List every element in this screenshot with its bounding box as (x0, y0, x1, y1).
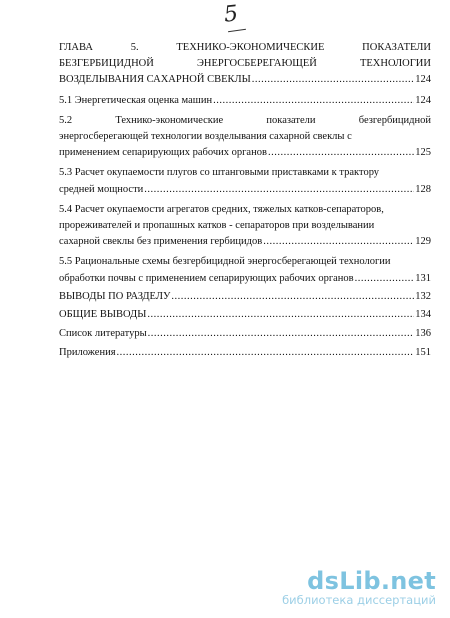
section-title: ВЫВОДЫ ПО РАЗДЕЛУ (59, 290, 171, 302)
toc-section-5-4 (59, 202, 431, 251)
dslib-watermark[interactable] (282, 569, 436, 608)
chapter-word: ТЕХНОЛОГИИ (359, 58, 431, 70)
toc-general-conclusions (59, 307, 431, 323)
section-title: ОБЩИЕ ВЫВОДЫ (59, 309, 147, 321)
chapter-word: ПОКАЗАТЕЛИ (362, 42, 431, 53)
page-ref: 124 (415, 74, 431, 86)
section-line-3 (59, 145, 431, 161)
toc-chapter-5 (59, 40, 431, 89)
leader-dots (355, 271, 415, 287)
section-title-end: сахарной свеклы без применения гербицидов (59, 236, 263, 248)
chapter-line-2 (59, 56, 431, 72)
toc-section-5-3 (59, 165, 431, 197)
section-line-2 (59, 182, 431, 198)
leader-dots (268, 145, 414, 161)
section-row (59, 93, 431, 109)
page-ref: 131 (415, 272, 431, 284)
section-word: Технико-экономические (115, 114, 224, 126)
section-title: 5.1 Энергетическая оценка машин (59, 94, 213, 106)
leader-dots (117, 345, 415, 361)
section-row (59, 307, 431, 323)
leader-dots (147, 307, 414, 323)
section-line-2 (59, 271, 431, 287)
leader-dots (144, 182, 414, 198)
chapter-word: ГЛАВА (59, 42, 93, 53)
section-title-end: средней мощности (59, 183, 144, 195)
section-line-1: 5.5 Рациональные схемы безгербицидной энергосберегающей технологии (59, 256, 391, 268)
section-word: безгербицидной (358, 114, 431, 126)
page-ref: 134 (415, 309, 431, 321)
chapter-word: 5. (130, 42, 139, 53)
section-line-2: прореживателей и пропашных катков - сепараторов при возделывании (59, 220, 375, 232)
leader-dots (252, 72, 414, 88)
toc-section-5-5 (59, 254, 431, 286)
section-line-1 (59, 113, 431, 129)
section-line-1: 5.3 Расчет окупаемости плугов со штанговыми приставками к трактору (59, 167, 380, 179)
toc-section-5-1 (59, 93, 431, 109)
leader-dots (171, 289, 414, 305)
section-word: 5.2 (59, 114, 73, 126)
section-line-3 (59, 234, 431, 250)
toc-section-5-2 (59, 113, 431, 162)
section-line-2: энергосберегающей технологии возделывания сахарной свеклы с (59, 131, 352, 143)
chapter-line-3 (59, 72, 431, 88)
toc-bibliography (59, 326, 431, 342)
chapter-word: БЕЗГЕРБИЦИДНОЙ (59, 58, 154, 70)
page-ref: 128 (415, 183, 431, 195)
watermark-logo: dsLib.net (307, 567, 436, 595)
toc-appendices (59, 345, 431, 361)
page-ref: 129 (415, 236, 431, 248)
chapter-line-1 (59, 40, 431, 56)
section-title-end: применением сепарирующих рабочих органов (59, 147, 267, 159)
chapter-title-end: ВОЗДЕЛЫВАНИЯ САХАРНОЙ СВЕКЛЫ (59, 74, 251, 86)
section-title: Список литературы (59, 328, 147, 340)
table-of-contents (59, 40, 431, 362)
watermark-subtitle: библиотека диссертаций (282, 593, 436, 607)
chapter-word: ТЕХНИКО-ЭКОНОМИЧЕСКИЕ (176, 42, 325, 53)
leader-dots (213, 93, 414, 109)
section-row (59, 289, 431, 305)
page-number-underline (228, 29, 246, 32)
section-row (59, 326, 431, 342)
page-ref: 124 (415, 94, 431, 106)
chapter-word: ЭНЕРГОСБЕРЕГАЮЩЕЙ (196, 58, 317, 70)
page-ref: 151 (415, 347, 431, 359)
section-title-end: обработки почвы с применением сепарирующих рабочих органов (59, 272, 354, 284)
section-title: Приложения (59, 347, 116, 359)
leader-dots (148, 326, 415, 342)
section-row (59, 345, 431, 361)
page-ref: 132 (415, 290, 431, 302)
handwritten-page-number: 5 (222, 1, 240, 28)
section-line-1: 5.4 Расчет окупаемости агрегатов средних, тяжелых катков-сепараторов, (59, 203, 384, 215)
page-ref: 125 (415, 147, 431, 159)
page-ref: 136 (415, 328, 431, 340)
leader-dots (263, 234, 414, 250)
toc-section-conclusions (59, 289, 431, 305)
section-word: показатели (266, 114, 316, 126)
